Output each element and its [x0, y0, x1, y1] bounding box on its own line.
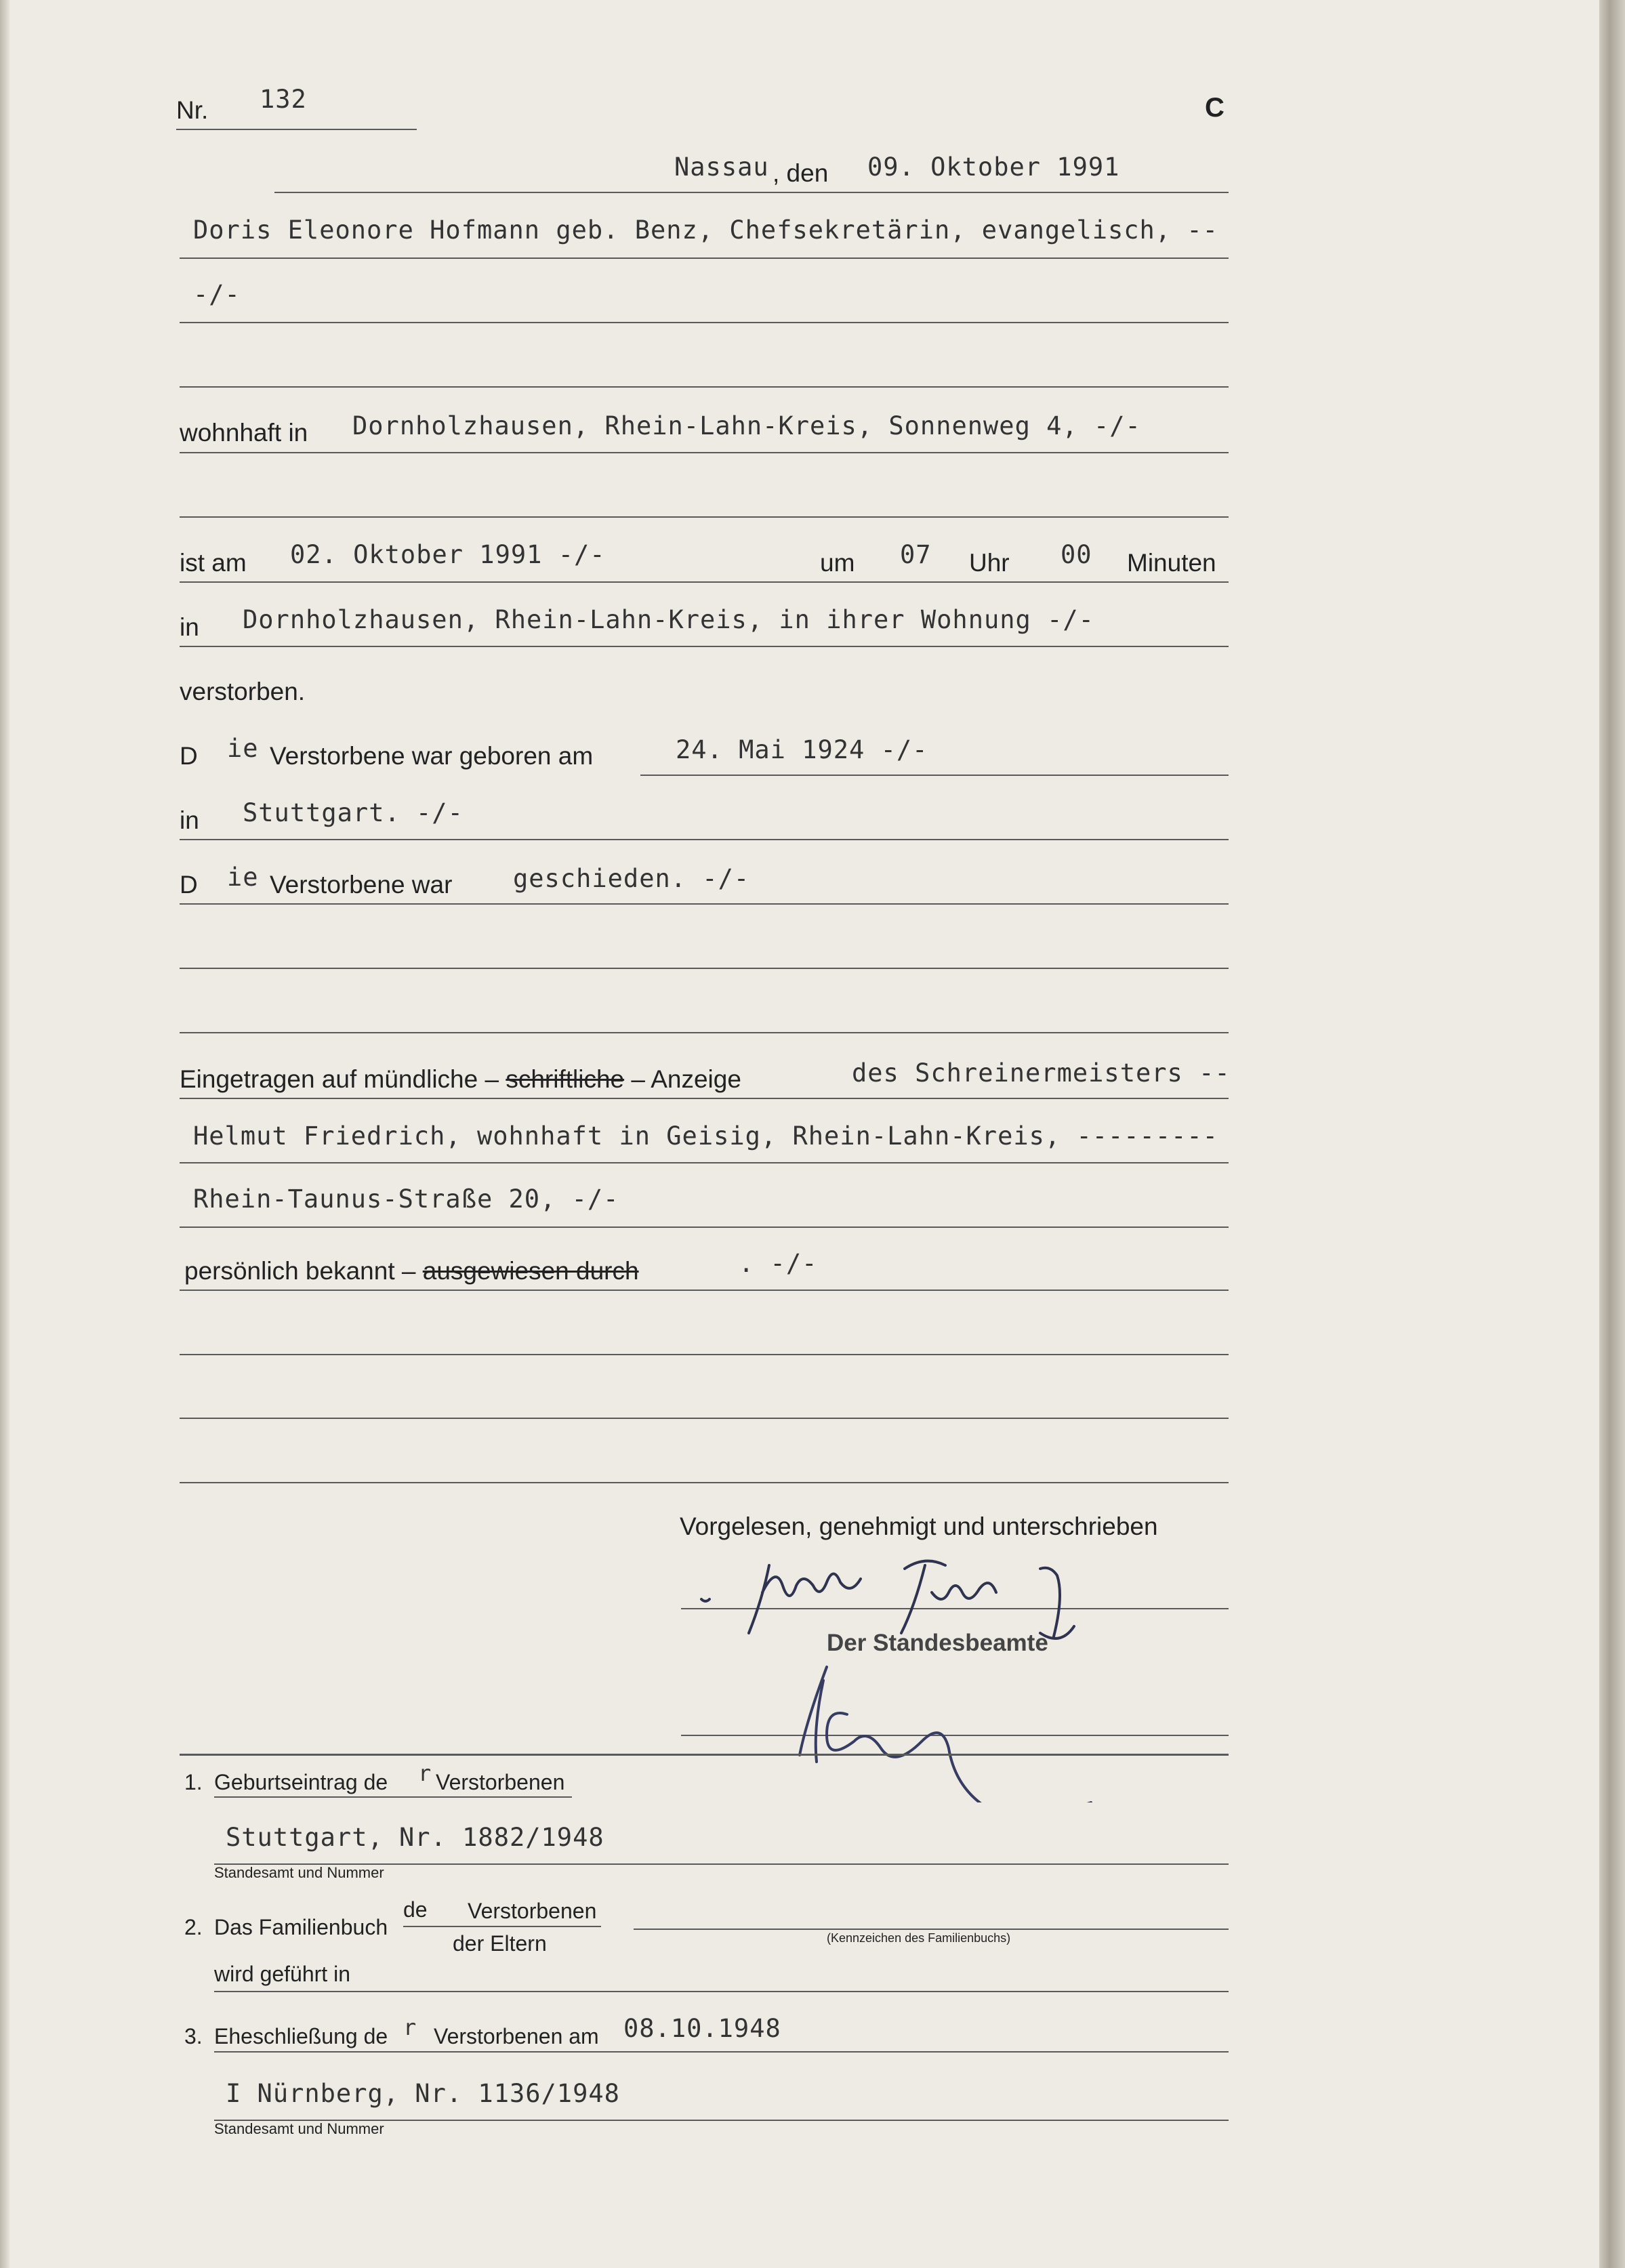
- rule: [180, 1482, 1229, 1483]
- rule: [180, 452, 1229, 453]
- uhr-label: Uhr: [969, 549, 1010, 577]
- note-3-number: 3.: [184, 2024, 203, 2048]
- note-1-label-2: Verstorbenen: [436, 1770, 565, 1794]
- rule: [180, 1226, 1229, 1228]
- rule: [634, 1929, 1229, 1930]
- registrar-label: Der Standesbeamte: [827, 1630, 1048, 1656]
- birth-ie: ie: [227, 734, 259, 763]
- rule: [214, 2051, 1229, 2053]
- note-3-caption: Standesamt und Nummer: [214, 2120, 384, 2137]
- note-3-label: Eheschließung de: [214, 2024, 388, 2048]
- read-approved-label: Vorgelesen, genehmigt und unterschrieben: [680, 1512, 1158, 1540]
- rule: [180, 968, 1229, 969]
- note-2-label: Das Familienbuch: [214, 1915, 388, 1939]
- note-2-de: de: [403, 1897, 428, 1922]
- birth-place-label: in: [180, 806, 199, 834]
- status-label: Verstorbene war: [270, 871, 453, 899]
- note-3-date: 08.10.1948: [623, 2014, 781, 2043]
- place-date-line: [274, 192, 1229, 193]
- note-1-number: 1.: [184, 1770, 203, 1794]
- rule: [180, 1290, 1229, 1291]
- note-3-value: I Nürnberg, Nr. 1136/1948: [226, 2079, 620, 2108]
- person-line-2: -/-: [193, 280, 241, 309]
- birth-date: 24. Mai 1924 -/-: [676, 735, 928, 764]
- reporter-line-1: des Schreinermeisters --: [852, 1058, 1231, 1088]
- minuten-label: Minuten: [1127, 549, 1216, 577]
- rule: [180, 257, 1229, 259]
- rule: [180, 646, 1229, 647]
- rule: [180, 1354, 1229, 1355]
- note-1-r: r: [418, 1760, 432, 1786]
- identity-label-struck: ausgewiesen durch: [422, 1257, 639, 1285]
- rule: [214, 1796, 572, 1798]
- nr-label: Nr.: [176, 96, 209, 124]
- rule: [180, 1162, 1229, 1163]
- um-label: um: [820, 549, 855, 577]
- note-2-label-2: wird geführt in: [214, 1962, 350, 1986]
- death-minute: 00: [1061, 540, 1092, 569]
- person-line-1: Doris Eleonore Hofmann geb. Benz, Chefsekretärin, evangelisch, --: [193, 215, 1218, 245]
- note-2-caption: (Kennzeichen des Familienbuchs): [827, 1931, 1011, 1945]
- nr-line: [176, 129, 417, 130]
- reporter-line-3: Rhein-Taunus-Straße 20, -/-: [193, 1184, 619, 1214]
- nr-value: 132: [260, 85, 307, 114]
- death-place: Dornholzhausen, Rhein-Lahn-Kreis, in ihrer Wohnung -/-: [243, 605, 1094, 634]
- verstorben-label: verstorben.: [180, 678, 306, 705]
- death-hour: 07: [900, 540, 932, 569]
- rule: [180, 1418, 1229, 1419]
- note-3-r: r: [403, 2015, 417, 2040]
- identity-label-text: persönlich bekannt –: [184, 1257, 416, 1285]
- status-value: geschieden. -/-: [513, 864, 750, 893]
- entry-date: 09. Oktober 1991: [867, 152, 1120, 182]
- rule: [180, 1032, 1229, 1033]
- registrar-signature: [786, 1653, 1138, 1802]
- report-label-part1: Eingetragen auf mündliche –: [180, 1065, 499, 1093]
- residence-value: Dornholzhausen, Rhein-Lahn-Kreis, Sonnenweg 4, -/-: [352, 411, 1141, 440]
- report-label-struck: schriftliche: [506, 1065, 625, 1093]
- rule: [180, 386, 1229, 388]
- note-1-caption: Standesamt und Nummer: [214, 1864, 384, 1881]
- note-1-value: Stuttgart, Nr. 1882/1948: [226, 1823, 604, 1852]
- fraction-line: [403, 1926, 601, 1927]
- rule: [180, 903, 1229, 905]
- section-divider: [180, 1754, 1229, 1756]
- report-label: [180, 1065, 741, 1094]
- rule: [180, 1098, 1229, 1099]
- note-2-option-deceased: Verstorbenen: [468, 1899, 597, 1923]
- book-page-stack-edge: [1599, 0, 1625, 2268]
- identity-label: [184, 1257, 639, 1285]
- note-2-option-parents: der Eltern: [453, 1931, 547, 1956]
- birth-label: Verstorbene war geboren am: [270, 742, 594, 770]
- status-d-label: D: [180, 871, 198, 899]
- death-date: 02. Oktober 1991 -/-: [290, 540, 606, 569]
- rule: [180, 581, 1229, 583]
- rule: [180, 839, 1229, 840]
- note-2-number: 2.: [184, 1915, 203, 1939]
- status-ie: ie: [227, 863, 259, 892]
- rule: [214, 1991, 1229, 1992]
- place-value: Nassau: [674, 152, 769, 182]
- birth-place: Stuttgart. -/-: [243, 798, 464, 827]
- residence-label: wohnhaft in: [180, 419, 308, 447]
- report-label-part2: – Anzeige: [631, 1065, 741, 1093]
- reporter-line-2: Helmut Friedrich, wohnhaft in Geisig, Rhein-Lahn-Kreis, ---------: [193, 1121, 1218, 1151]
- note-1-label: Geburtseintrag de: [214, 1770, 388, 1794]
- form-letter: C: [1205, 93, 1225, 123]
- rule: [180, 322, 1229, 323]
- book-binding-edge: [0, 0, 9, 2268]
- note-3-label-2: Verstorbenen am: [434, 2024, 599, 2048]
- den-label: , den: [773, 159, 829, 187]
- birth-d-label: D: [180, 742, 198, 770]
- death-date-label: ist am: [180, 549, 247, 577]
- rule: [640, 775, 1229, 776]
- identity-value: . -/-: [739, 1249, 818, 1278]
- rule: [180, 516, 1229, 518]
- death-place-label: in: [180, 613, 199, 641]
